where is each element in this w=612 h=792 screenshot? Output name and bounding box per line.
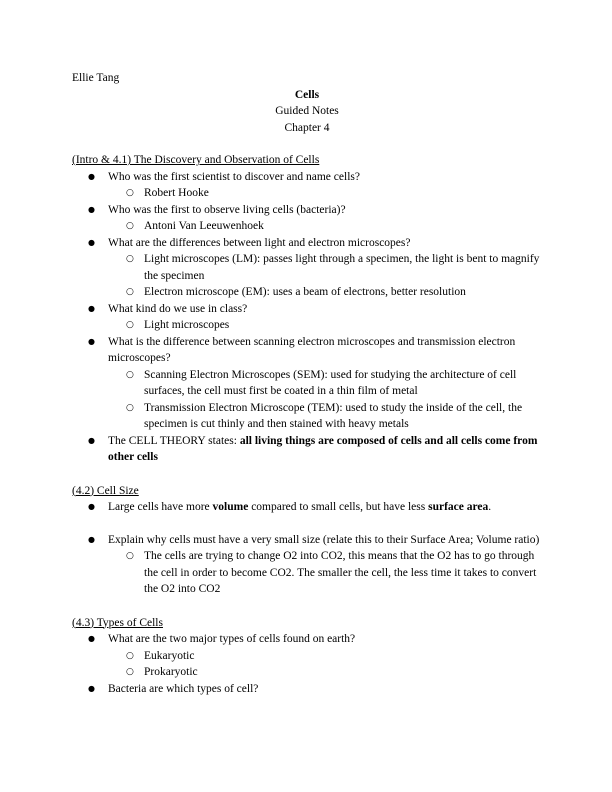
list-item bbox=[72, 499, 542, 516]
list-item bbox=[72, 301, 542, 334]
question-text: What are the two major types of cells found on earth? bbox=[108, 633, 356, 645]
answer-item: ○ Eukaryotic bbox=[72, 648, 542, 665]
answer-item: ○ Light microscopes (LM): passes light through a specimen, the light is bent to magnify the specimen bbox=[72, 251, 542, 284]
cell-theory-statement: all living things are composed of cells and all cells come from other cells bbox=[108, 434, 538, 463]
sentence-part: compared to small cells, but have less bbox=[248, 501, 429, 513]
bullet-list bbox=[72, 169, 542, 466]
section-heading: (4.2) Cell Size bbox=[72, 484, 139, 497]
answer-item: ○ Transmission Electron Microscope (TEM): used to study the inside of the cell, the specimen is cut thinly and then stained with heavy metals bbox=[72, 400, 542, 433]
list-item bbox=[72, 631, 542, 681]
list-item bbox=[72, 202, 542, 235]
list-item bbox=[72, 235, 542, 301]
answer-item: ○ Antoni Van Leeuwenhoek bbox=[72, 218, 542, 235]
author-name: Ellie Tang bbox=[72, 72, 120, 84]
list-item bbox=[72, 681, 542, 698]
answer-item: ○ Prokaryotic bbox=[72, 664, 542, 681]
question-text: Who was the first to observe living cells (bacteria)? bbox=[108, 203, 346, 216]
question-text: Who was the first scientist to discover and name cells? bbox=[108, 170, 360, 183]
sentence-part: . bbox=[488, 501, 492, 513]
section-heading: (4.3) Types of Cells bbox=[72, 616, 163, 629]
bullet-list bbox=[72, 499, 542, 598]
answer-item: ○ Robert Hooke bbox=[72, 185, 542, 202]
document-page bbox=[72, 70, 542, 697]
answer-item: ○ Light microscopes bbox=[72, 317, 542, 334]
bold-term-surface-area: surface area bbox=[428, 501, 489, 513]
sentence-part: Large cells have more bbox=[108, 501, 213, 513]
question-text: What is the difference between scanning electron microscopes and transmission electron microscopes? bbox=[108, 335, 516, 364]
section-heading: (Intro & 4.1) The Discovery and Observation of Cells bbox=[72, 154, 320, 166]
chapter-label: Chapter 4 bbox=[284, 121, 330, 134]
list-item bbox=[72, 334, 542, 433]
answer-item: ○ Scanning Electron Microscopes (SEM): used for studying the architecture of cell surfaces, the cell must first be coated in a thin film of metal bbox=[72, 367, 542, 400]
bullet-list bbox=[72, 631, 542, 697]
question-text: What kind do we use in class? bbox=[108, 302, 248, 315]
list-item bbox=[72, 169, 542, 202]
question-text: What are the differences between light and electron microscopes? bbox=[108, 236, 411, 249]
document-title: Cells bbox=[294, 88, 320, 101]
cell-theory-prefix: The CELL THEORY states: bbox=[108, 434, 240, 447]
answer-item: ○ The cells are trying to change O2 into CO2, this means that the O2 has to go through the cell in order to become CO2. The smaller the cell, the less time it takes to convert the O2 into CO2 bbox=[72, 548, 542, 598]
bold-term-volume: volume bbox=[212, 501, 249, 513]
document-subtitle: Guided Notes bbox=[275, 105, 339, 117]
list-item bbox=[72, 532, 542, 598]
answer-item: ○ Electron microscope (EM): uses a beam of electrons, better resolution bbox=[72, 284, 542, 301]
question-text: Explain why cells must have a very small size (relate this to their Surface Area; Volume ratio) bbox=[108, 533, 540, 546]
question-text: Bacteria are which types of cell? bbox=[108, 682, 259, 695]
list-item bbox=[72, 433, 542, 466]
